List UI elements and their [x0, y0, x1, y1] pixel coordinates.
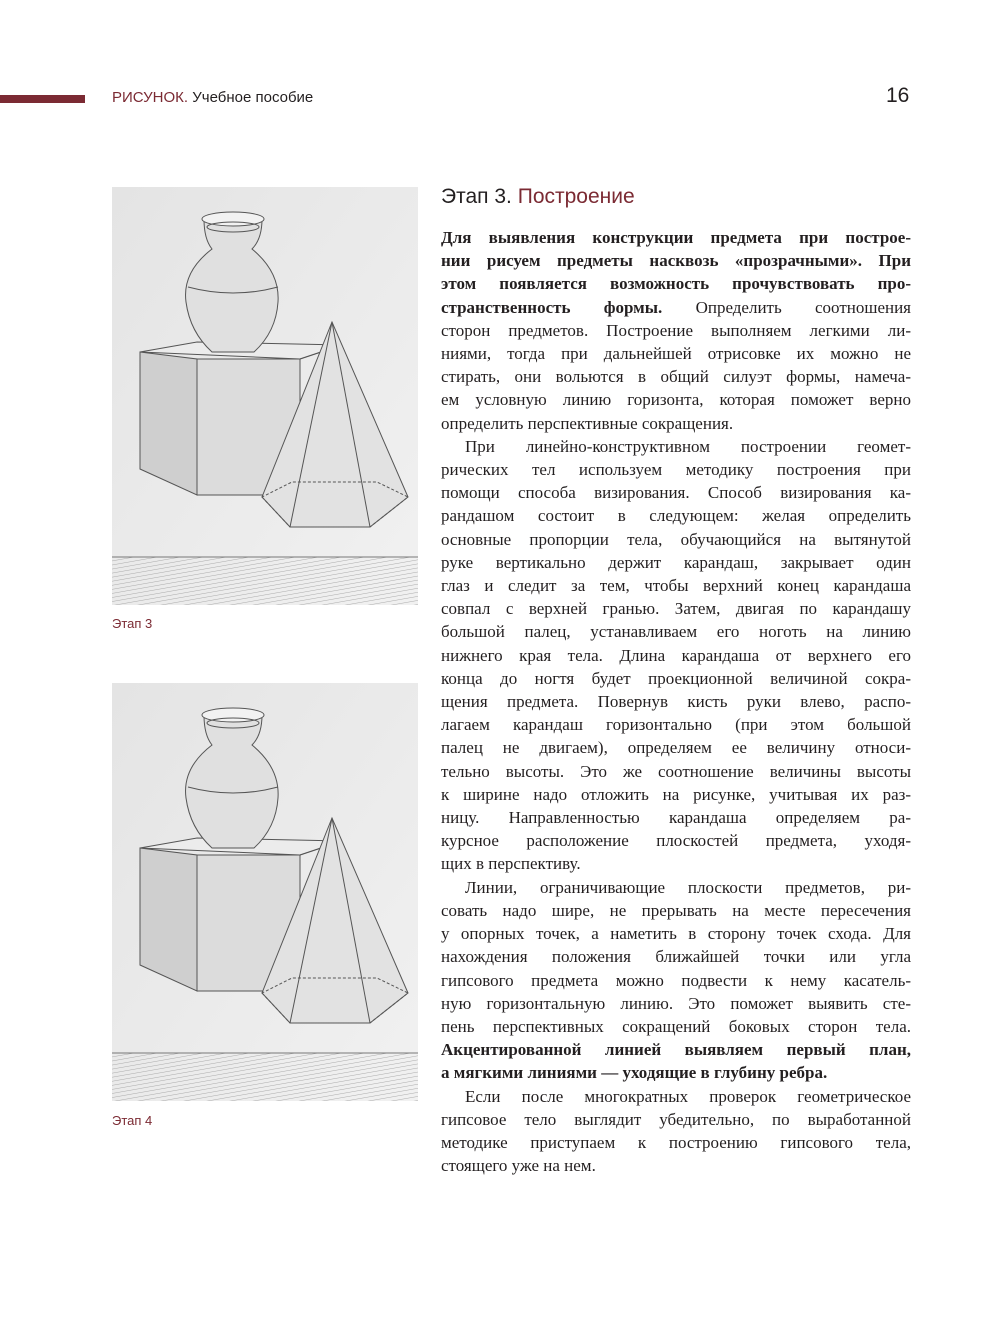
- text-line: [441, 760, 911, 783]
- page-number: 16: [886, 84, 910, 107]
- section-heading-accent: Построение: [517, 185, 635, 208]
- text-line: [441, 319, 911, 342]
- text-line: [441, 412, 911, 435]
- text-segment: глаз и следит за тем, чтобы верхний конец карандаша: [441, 576, 911, 596]
- header-title-rest: Учебное пособие: [188, 89, 314, 106]
- text-line: [441, 690, 911, 713]
- text-line: [441, 272, 911, 295]
- text-line: [441, 899, 911, 922]
- text-line: [441, 736, 911, 759]
- text-segment: стоящего уже на нем.: [441, 1156, 596, 1176]
- running-header: [112, 89, 313, 106]
- text-segment: курсное расположение плоскостей предмета, уходя-: [441, 831, 911, 851]
- text-line: [441, 226, 911, 249]
- text-segment: ниями, тогда при дальнейшей отрисовке их можно не: [441, 344, 911, 364]
- text-segment: конца до ногтя будет проекционной величиной сокра-: [441, 668, 911, 688]
- text-line: [441, 783, 911, 806]
- text-segment: щих в перспективу.: [441, 854, 581, 874]
- figure-caption: Этап 3: [112, 616, 153, 631]
- text-segment: При линейно-конструктивном построении геомет-: [465, 436, 911, 456]
- bold-text: Для выявления конструкции предмета при построе-: [441, 228, 911, 247]
- header-title-accent: РИСУНОК.: [112, 89, 189, 106]
- text-segment: у опорных точек, а наметить в сторону точек схода. Для: [441, 924, 911, 944]
- text-line: [441, 1061, 911, 1084]
- text-segment: лагаем карандаш горизонтально (при этом большой: [441, 715, 911, 735]
- bold-text: Акцентированной линией выявляем первый план,: [441, 1040, 911, 1060]
- text-line: [441, 876, 911, 899]
- text-line: [441, 528, 911, 551]
- text-line: [441, 852, 911, 875]
- text-line: [441, 365, 911, 388]
- text-line: [441, 435, 911, 458]
- text-line: [441, 1108, 911, 1131]
- text-line: [441, 713, 911, 736]
- bold-text: а мягкими линиями — уходящие в глубину ребра.: [441, 1063, 828, 1083]
- text-segment: нижнего края тела. Длина карандаша от верхнего его: [441, 645, 911, 665]
- text-line: [441, 551, 911, 574]
- text-segment: руке вертикально держит карандаш, закрывает один: [441, 552, 911, 572]
- text-line: [441, 296, 911, 319]
- text-line: [441, 1015, 911, 1038]
- figure-stage-3-drawing: [112, 187, 418, 605]
- text-line: [441, 574, 911, 597]
- body-text: [441, 226, 911, 1177]
- bold-text: странственность формы.: [441, 297, 663, 317]
- text-line: [441, 481, 911, 504]
- figure-caption: Этап 4: [112, 1113, 153, 1128]
- text-segment: гипсовое тело выглядит убедительно, по выработанной: [441, 1109, 911, 1129]
- text-line: [441, 1038, 911, 1061]
- text-line: [441, 945, 911, 968]
- text-segment: пень перспективных сокращений боковых сторон тела.: [441, 1016, 911, 1036]
- text-segment: ную горизонтальную линию. Это поможет выявить сте-: [441, 993, 911, 1013]
- text-line: [441, 620, 911, 643]
- text-segment: рических тел используем методику построения при: [441, 460, 911, 480]
- text-line: [441, 388, 911, 411]
- text-line: [441, 1131, 911, 1154]
- figure-stage-4-drawing: [112, 683, 418, 1101]
- text-segment: ем условную линию горизонта, которая поможет верно: [441, 390, 911, 410]
- text-line: [441, 458, 911, 481]
- text-segment: методике приступаем к построению гипсового тела,: [441, 1132, 911, 1152]
- text-segment: помощи способа визирования. Способ визирования ка-: [441, 483, 911, 503]
- text-segment: сторон предметов. Построение выполняем легкими ли-: [441, 320, 911, 340]
- text-segment: палец не двигаем), определяем ее величину относи-: [441, 738, 911, 758]
- text-line: [441, 249, 911, 272]
- section-heading-prefix: Этап 3.: [441, 185, 518, 208]
- bold-text: нии рисуем предметы насквозь «прозрачными». При: [441, 251, 911, 271]
- text-segment: ницу. Направленностью карандаша определяем ра-: [441, 808, 911, 828]
- text-line: [441, 597, 911, 620]
- text-line: [441, 992, 911, 1015]
- text-segment: щения предмета. Повернув кисть руки влево, распо-: [441, 692, 911, 712]
- text-line: [441, 342, 911, 365]
- table-edge-shading: [112, 1053, 418, 1101]
- header-accent-bar: [0, 95, 85, 103]
- text-line: [441, 1154, 911, 1177]
- text-segment: Определить соотношения: [662, 297, 912, 317]
- text-segment: совать надо шире, не прерывать на месте пересечения: [441, 900, 911, 920]
- section-heading: [441, 185, 635, 209]
- text-segment: большой палец, устанавливаем его ноготь на линию: [441, 622, 911, 642]
- text-line: [441, 829, 911, 852]
- text-line: [441, 644, 911, 667]
- text-segment: к ширине надо отложить на рисунке, учитывая их раз-: [441, 784, 911, 804]
- text-line: [441, 969, 911, 992]
- text-segment: рандашом состоит в следующем: желая определить: [441, 506, 911, 526]
- text-segment: нахождения положения ближайшей точки или угла: [441, 947, 911, 967]
- text-segment: определить перспективные сокращения.: [441, 413, 734, 433]
- text-line: [441, 1085, 911, 1108]
- text-segment: тельно высоты. Это же соотношение величины высоты: [441, 761, 911, 781]
- text-segment: Если после многократных проверок геометрическое: [465, 1086, 911, 1106]
- text-segment: гипсового предмета можно подвести к нему касатель-: [441, 970, 911, 990]
- text-line: [441, 922, 911, 945]
- text-segment: стирать, они вольются в общий силуэт формы, намеча-: [441, 367, 911, 387]
- text-segment: Линии, ограничивающие плоскости предметов, ри-: [465, 877, 911, 897]
- text-segment: основные пропорции тела, обучающийся на вытянутой: [441, 529, 911, 549]
- text-line: [441, 806, 911, 829]
- text-segment: совпал с верхней гранью. Затем, двигая по карандашу: [441, 599, 911, 619]
- table-edge-shading: [112, 557, 418, 605]
- text-line: [441, 504, 911, 527]
- text-line: [441, 667, 911, 690]
- bold-text: этом появляется возможность прочувствовать про-: [441, 274, 911, 294]
